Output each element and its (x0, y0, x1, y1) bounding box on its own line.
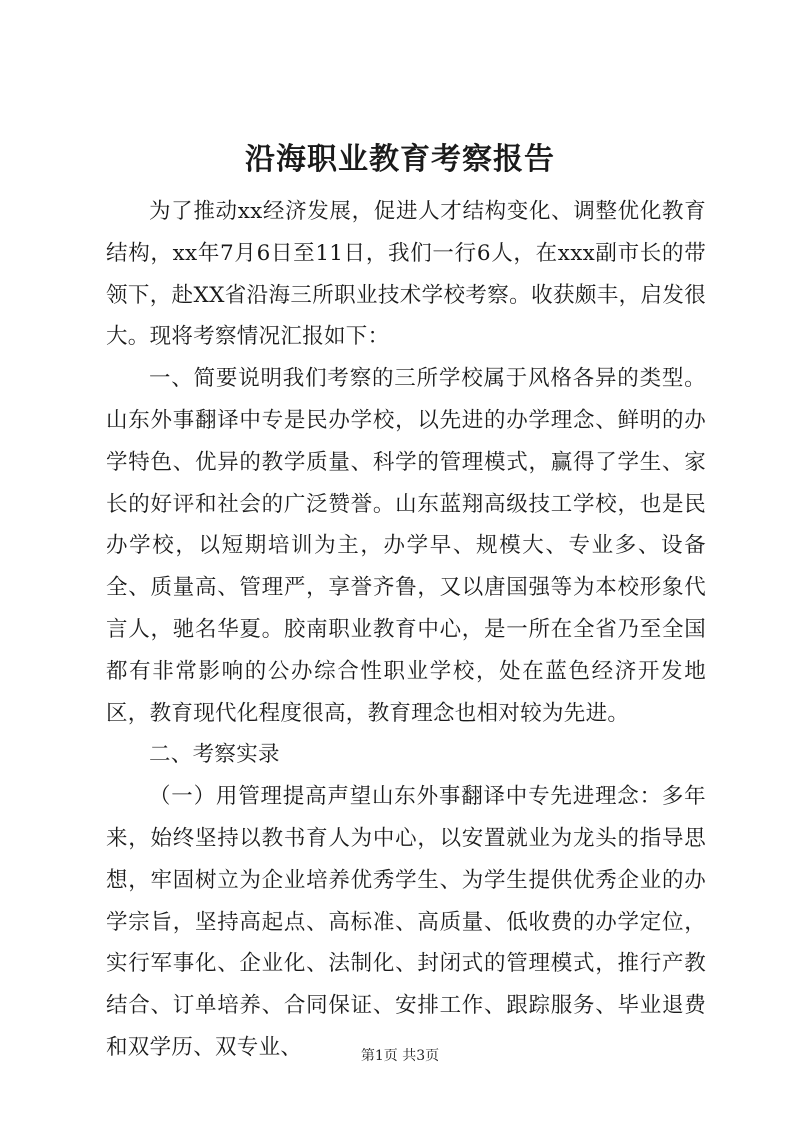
paragraph-intro: 为了推动xx经济发展，促进人才结构变化、调整优化教育结构，xx年7月6日至11日，我们一行6人，在xxx副市长的带领下，赴XX省沿海三所职业技术学校考察。收获颇丰，启发很大。现将考察情况汇报如下： (106, 199, 706, 350)
paragraph-section-one: 一、简要说明我们考察的三所学校属于风格各异的类型。山东外事翻译中专是民办学校，以先进的办学理念、鲜明的办学特色、优异的教学质量、科学的管理模式，赢得了学生、家长的好评和社会的广泛赞誉。山东蓝翔高级技工学校，也是民办学校，以短期培训为主，办学早、规模大、专业多、设备全、质量高、管理严，享誉齐鲁，又以唐国强等为本校形象代言人，驰名华夏。胶南职业教育中心，是一所在全省乃至全国都有非常影响的公办综合性职业学校，处在蓝色经济开发地区，教育现代化程度很高，教育理念也相对较为先进。 (106, 366, 706, 726)
document-title: 沿海职业教育考察报告 (245, 142, 555, 177)
paragraph-section-two-heading: 二、考察实录 (149, 742, 280, 768)
paragraph-subsection-one: （一）用管理提高声望山东外事翻译中专先进理念：多年来，始终坚持以教书育人为中心，以安置就业为龙头的指导思想，牢固树立为企业培养优秀学生、为学生提供优秀企业的办学宗旨，坚持高起点、高标准、高质量、低收费的办学定位，实行军事化、企业化、法制化、封闭式的管理模式，推行产教结合、订单培养、合同保证、安排工作、跟踪服务、毕业退费和双学历、双专业、 (106, 784, 706, 1060)
document-body (106, 191, 706, 1069)
page-number-footer: 第1页 共3页 (360, 1048, 440, 1064)
